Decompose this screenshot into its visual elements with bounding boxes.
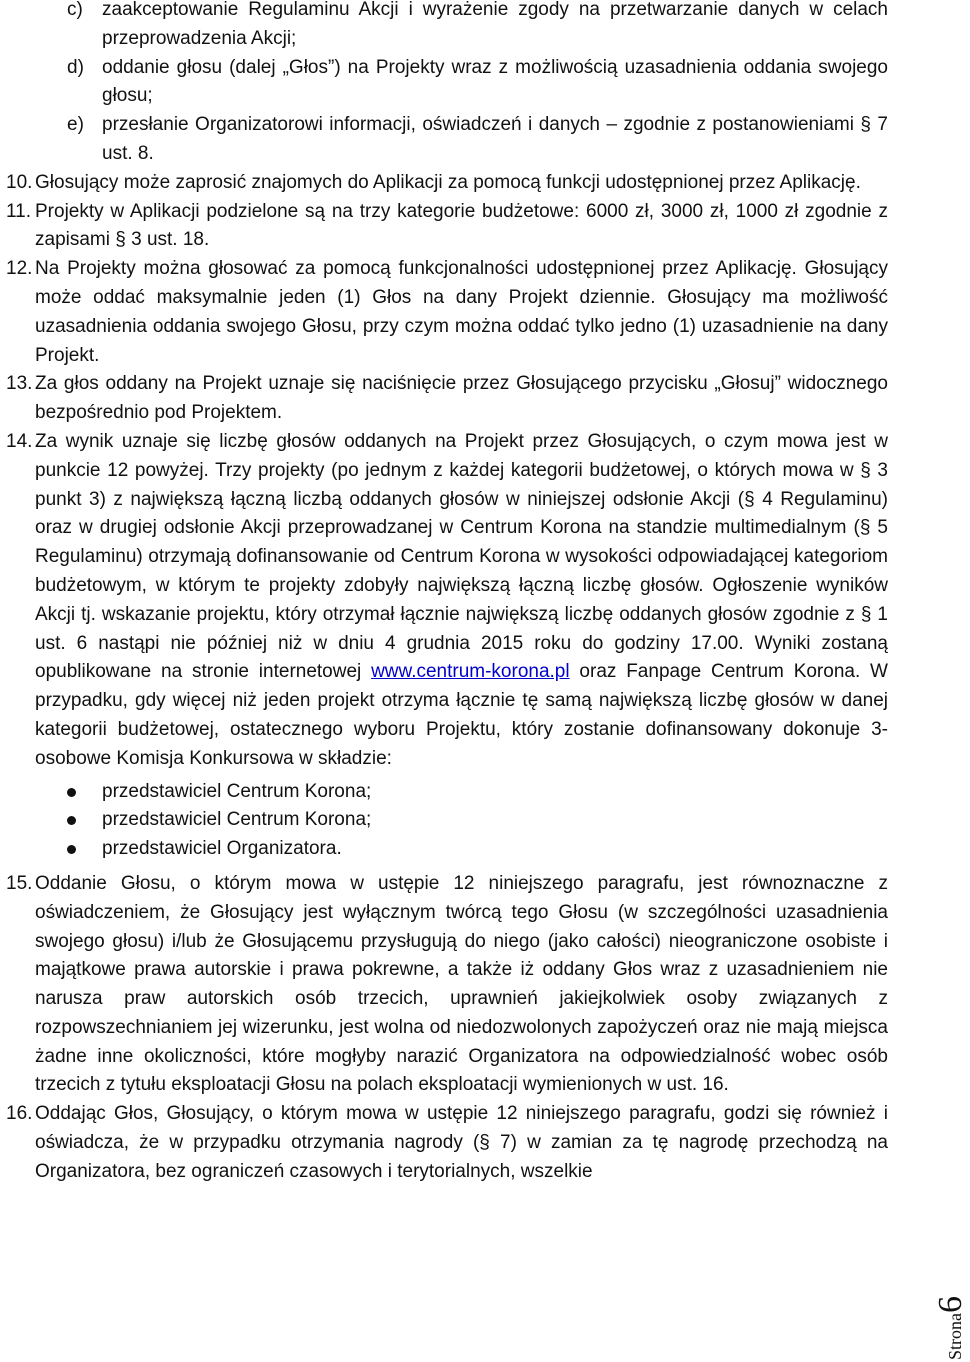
list-item-e <box>6 111 888 169</box>
item-number: e) <box>67 114 84 136</box>
paragraph-text: Oddanie Głosu, o którym mowa w ustępie 12 niniejszego paragrafu, jest równoznaczne z oświadczeniem, że Głosujący jest wyłącznym twórcą tego Głosu (w szczególności uzasadnienia swojego głosu) i/lub że Głosującemu przysługują do niego (jako całości) nieograniczone osobiste i majątkowe prawa autorskie i prawa pokrewne, a także iż oddany Głos wraz z uzasadnieniem nie narusza praw autorskich osób trzecich, uprawnień jakiejkolwiek osoby związanych z rozpowszechnianiem jej wizerunku, jest wolna od niedozwolonych zapożyczeń oraz nie mają miejsca żadne inne okoliczności, które mogłyby narazić Organizatora na odpowiedzialność wobec osób trzecich z tytułu eksploatacji Głosu na polach eksploatacji wymienionych w ust. 16. <box>35 872 888 1096</box>
list-item-text: przedstawiciel Centrum Korona; <box>102 809 372 831</box>
list-item <box>6 835 888 864</box>
page-footer <box>902 1232 969 1362</box>
page-number-label <box>932 1296 970 1360</box>
paragraph-13 <box>6 370 888 428</box>
paragraph-text: Na Projekty można głosować za pomocą funkcjonalności udostępnionej przez Aplikację. Głosujący może oddać maksymalnie jeden (1) Głos na dany Projekt dziennie. Głosujący ma możliwość uzasadnienia oddania swojego Głosu, przy czym można oddać tylko jedno (1) uzasadnienie na dany Projekt. <box>35 258 888 366</box>
paragraph-12 <box>6 255 888 370</box>
paragraph-number: 15. <box>6 872 33 894</box>
item-number: c) <box>67 0 83 20</box>
list-item <box>6 806 888 835</box>
list-item-c <box>6 0 888 54</box>
page-word: Strona <box>945 1313 965 1360</box>
paragraph-text-part: Za wynik uznaje się liczbę głosów oddanych na Projekt przez Głosujących, o czym mowa jest w punkcie 12 powyżej. Trzy projekty (po jednym z każdej kategorii budżetowej, o których mowa w § 3 punkt 3) z największą łączną liczbą oddanych głosów w niniejszej odsłonie Akcji (§ 4 Regulaminu) oraz w drugiej odsłonie Akcji przeprowadzanej w Centrum Korona na standzie multimedialnym (§ 5 Regulaminu) otrzymają dofinansowanie od Centrum Korona w wysokości odpowiadającej kategoriom budżetowym, w którym te projekty zdobyły największą łączną liczbę głosów. Ogłoszenie wyników Akcji tj. wskazanie projektu, który otrzymał łącznie największą liczbę oddanych głosów zgodnie z § 1 ust. 6 nastąpi nie później niż w dniu 4 grudnia 2015 roku do godziny 17.00. Wyniki zostaną opublikowane na stronie internetowej <box>35 430 888 683</box>
paragraph-text: Za głos oddany na Projekt uznaje się naciśnięcie przez Głosującego przycisku „Głosuj” widocznego bezpośrednio pod Projektem. <box>35 373 888 424</box>
committee-list <box>6 778 888 864</box>
paragraph-text: Projekty w Aplikacji podzielone są na trzy kategorie budżetowe: 6000 zł, 3000 zł, 1000 zł zgodnie z zapisami § 3 ust. 18. <box>35 200 888 251</box>
regulation-text <box>6 0 888 1187</box>
item-text: zaakceptowanie Regulaminu Akcji i wyrażenie zgody na przetwarzanie danych w celach przeprowadzenia Akcji; <box>102 0 888 49</box>
bullet-icon <box>67 816 76 825</box>
paragraph-text <box>35 428 888 774</box>
item-text: oddanie głosu (dalej „Głos”) na Projekty wraz z możliwością uzasadnienia oddania swojego głosu; <box>102 56 888 107</box>
paragraph-number: 14. <box>6 430 33 452</box>
list-item-text: przedstawiciel Organizatora. <box>102 838 342 860</box>
website-link[interactable]: www.centrum-korona.pl <box>371 661 570 683</box>
bullet-icon <box>67 845 76 854</box>
list-item-d <box>6 54 888 112</box>
paragraph-11 <box>6 198 888 256</box>
paragraph-number: 10. <box>6 171 33 193</box>
paragraph-14 <box>6 428 888 864</box>
page-number: 6 <box>932 1296 969 1313</box>
paragraph-15 <box>6 870 888 1100</box>
paragraph-number: 13. <box>6 373 33 395</box>
paragraph-number: 16. <box>6 1103 33 1125</box>
paragraph-16 <box>6 1100 888 1186</box>
paragraph-number: 11. <box>6 200 32 222</box>
paragraph-text-part: oraz Fanpage Centrum Korona. W przypadku, gdy więcej niż jeden projekt otrzyma łącznie tę samą największą liczbę głosów w danej kategorii budżetowej, ostatecznego wyboru Projektu, który zostanie dofinansowany dokonuje 3-osobowe Komisja Konkursowa w składzie: <box>35 661 888 769</box>
paragraph-text: Głosujący może zaprosić znajomych do Aplikacji za pomocą funkcji udostępnionej przez Aplikację. <box>35 171 861 193</box>
list-item <box>6 778 888 807</box>
list-item-text: przedstawiciel Centrum Korona; <box>102 780 372 802</box>
paragraph-text: Oddając Głos, Głosujący, o którym mowa w ustępie 12 niniejszego paragrafu, godzi się również i oświadcza, że w przypadku otrzymania nagrody (§ 7) w zamian za tę nagrodę przechodzą na Organizatora, bez ograniczeń czasowych i terytorialnych, wszelkie <box>35 1103 888 1182</box>
paragraph-10 <box>6 169 888 198</box>
item-number: d) <box>67 56 84 78</box>
bullet-icon <box>67 788 76 797</box>
item-text: przesłanie Organizatorowi informacji, oświadczeń i danych – zgodnie z postanowieniami § 7 ust. 8. <box>102 114 888 164</box>
paragraph-number: 12. <box>6 258 33 280</box>
